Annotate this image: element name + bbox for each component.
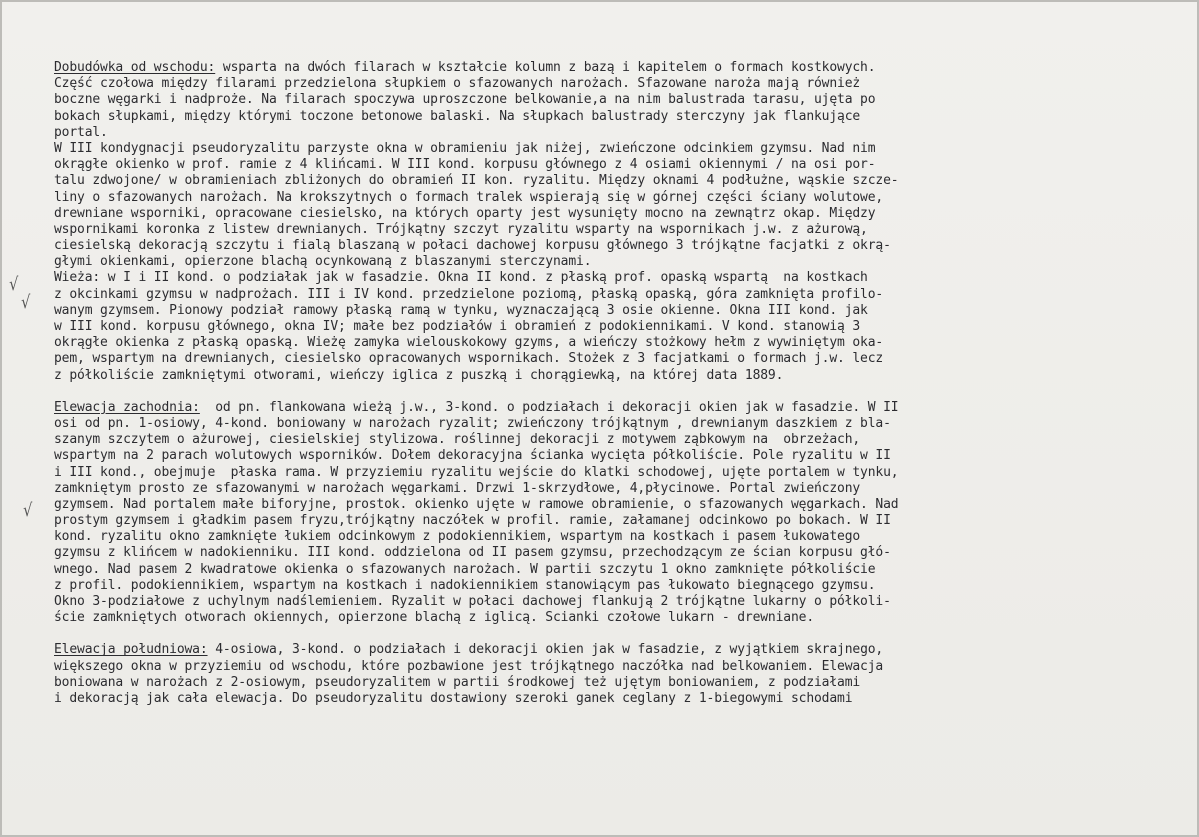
section-east-annex xyxy=(54,60,1154,384)
text-line: z profil. podokiennikiem, wspartym na kostkach i nadokiennikiem stanowiącym pas łukowato biegnącego gzymsu. xyxy=(54,577,876,593)
text-line: wspornikami koronka z listew drewnianych. Trójkątny szczyt ryzalitu wsparty na wspornikach j.w. z ażurową, xyxy=(54,221,868,237)
text-line: kond. ryzalitu okno zamknięte łukiem odcinkowym z podokiennikiem, wspartym na kostkach i pasem łukowatego xyxy=(54,529,861,545)
text-line xyxy=(54,642,1154,658)
text-line: Okno 3-podziałowe z uchylnym nadślemieniem. Ryzalit w połaci dachowej flankują 2 trójkątne lukarny o półkoli- xyxy=(54,594,891,609)
text-line: talu zdwojone/ w obramieniach zbliżonych do obramień II kon. ryzalitu. Między oknami 4 podłużne, wąskie szcze- xyxy=(54,173,899,189)
text-line: i dekoracją jak cała elewacja. Do pseudoryzalitu dostawiony szeroki ganek ceglany z 1-biegowymi schodami xyxy=(54,690,853,706)
text-line: W III kondygnacji pseudoryzalitu parzyste okna w obramieniu jak niżej, zwieńczone odcinkiem gzymsu. Nad nim xyxy=(54,140,876,156)
text-line: bokach słupkami, między którymi toczone betonowe balaski. Na słupkach balustrady sterczyny jak flankujące xyxy=(54,108,861,124)
text-line: ciesielską dekoracją szczytu i fialą blaszaną w połaci dachowej korpusu głównego 3 trójkątne facjatki z okrą- xyxy=(54,238,891,254)
text-line: większego okna w przyziemiu od wschodu, które pozbawione jest trójkątnego naczółka nad belkowaniem. Elewacja xyxy=(54,658,884,674)
text-line: okrągłe okienka z płaską opaską. Wieżę zamyka wielouskokowy gzyms, a wieńczy stożkowy hełm z wywiniętym oka- xyxy=(54,335,884,351)
section-heading: Dobudówka od wschodu: xyxy=(54,60,216,75)
text-run: wsparta na dwóch filarach w kształcie kolumn z bazą i kapitelem o formach kostkowych. xyxy=(215,60,876,75)
checkmark: √ xyxy=(21,292,31,313)
text-line: wanym gzymsem. Pionowy podział ramowy płaską ramą w tynku, wyznaczającą 3 osie okienne. Okna III kond. jak xyxy=(54,302,868,318)
text-line: ście zamkniętych otworach okiennych, opierzone blachą z iglicą. Ścianki czołowe lukarn - drewniane. xyxy=(54,610,814,626)
text-line: okrągłe okienko w prof. ramie z 4 klińcami. W III kond. korpusu głównego z 4 osiami okiennymi / na osi por- xyxy=(54,157,876,173)
text-line: gzymsu z klińcem w nadokienniku. III kond. oddzielona od II pasem gzymsu, przechodzącym ze ścian korpusu głó- xyxy=(54,545,891,561)
text-line: wspartym na 2 parach wolutowych wsporników. Dołem dekoracyjna ścianka wycięta półkoliście. Pole ryzalitu w II xyxy=(54,448,891,464)
text-line: z okcinkami gzymsu w nadprożach. III i IV kond. przedzielone poziomą, płaską opaską, góra zamknięta profilo- xyxy=(54,286,884,302)
text-line: zamkniętym prosto ze sfazowanymi w narożach węgarkami. Drzwi 1-skrzydłowe, 4,płycinowe. Portal zwieńczony xyxy=(54,480,861,496)
text-line: głymi okienkami, opierzone blachą ocynkowaną z blaszanymi sterczynami. xyxy=(54,254,592,270)
text-line: pem, wspartym na drewnianych, ciesielsko opracowanych wspornikach. Stożek z 3 facjatkami o formach j.w. lecz xyxy=(54,351,884,367)
text-line: drewniane wsporniki, opracowane ciesielsko, na których oparty jest wysunięty mocno na zewnątrz okap. Między xyxy=(54,205,876,221)
text-line: szanym szczytem o ażurowej, ciesielskiej stylizowa. roślinnej dekoracji z motywem ząbkowym na obrzeżach, xyxy=(54,432,861,448)
text-line: Wieża: w I i II kond. o podziałak jak w fasadzie. Okna II kond. z płaską prof. opaską wspartą na kostkach xyxy=(54,270,868,286)
text-line: boniowana w narożach z 2-osiowym, pseudoryzalitem w partii środkowej też ujętym boniowaniem, z podziałami xyxy=(54,674,861,690)
text-line: i III kond., obejmuje płaska rama. W przyziemiu ryzalitu wejście do klatki schodowej, ujęte portalem w tynku, xyxy=(54,464,899,480)
document-body xyxy=(54,60,1154,707)
text-line: w III kond. korpusu głównego, okna IV; małe bez podziałów i obramień z podokiennikami. V kond. stanowią 3 xyxy=(54,319,861,334)
section-heading: Elewacja południowa: xyxy=(54,642,208,658)
section-west-elevation xyxy=(54,400,1154,627)
text-line: Część czołowa między filarami przedzielona słupkiem o sfazowanych narożach. Sfazowane naroża mają również xyxy=(54,76,861,92)
text-line: liny o sfazowanych narożach. Na krokszytnych o formach tralek wspierają się w górnej części ściany wolutowe, xyxy=(54,189,884,205)
text-line: osi od pn. 1-osiowy, 4-kond. boniowany w narożach ryzalit; zwieńczony trójkątnym , drewnianym daszkiem z bla- xyxy=(54,415,891,431)
checkmark: √ xyxy=(9,274,19,295)
text-line: boczne węgarki i nadproże. Na filarach spoczywa uproszczone belkowanie,a na nim balustrada tarasu, ujęta po xyxy=(54,92,876,108)
text-run: 4-osiowa, 3-kond. o podziałach i dekoracji okien jak w fasadzie, z wyjątkiem skrajnego, xyxy=(207,642,884,658)
text-line xyxy=(54,400,1154,416)
checkmark: √ xyxy=(23,500,33,521)
text-line xyxy=(54,60,1154,76)
text-line: z półkoliście zamkniętymi otworami, wieńczy iglica z puszką i chorągiewką, na której data 1889. xyxy=(54,367,784,383)
text-line: gzymsem. Nad portalem małe biforyjne, prostok. okienko ujęte w ramowe obramienie, o sfazowanych węgarkach. Nad xyxy=(54,496,899,512)
text-run: od pn. flankowana wieżą j.w., 3-kond. o podziałach i dekoracji okien jak w fasadzie. W II xyxy=(199,399,899,415)
text-line: prostym gzymsem i gładkim pasem fryzu,trójkątny naczółek w profil. ramie, załamanej odcinkowo po bokach. W II xyxy=(54,513,891,529)
section-heading: Elewacja zachodnia: xyxy=(54,399,200,415)
section-south-elevation xyxy=(54,642,1154,707)
text-line: wnego. Nad pasem 2 kwadratowe okienka o sfazowanych narożach. W partii szczytu 1 okno zamknięte półkoliście xyxy=(54,561,876,577)
text-line: portal. xyxy=(54,124,108,140)
